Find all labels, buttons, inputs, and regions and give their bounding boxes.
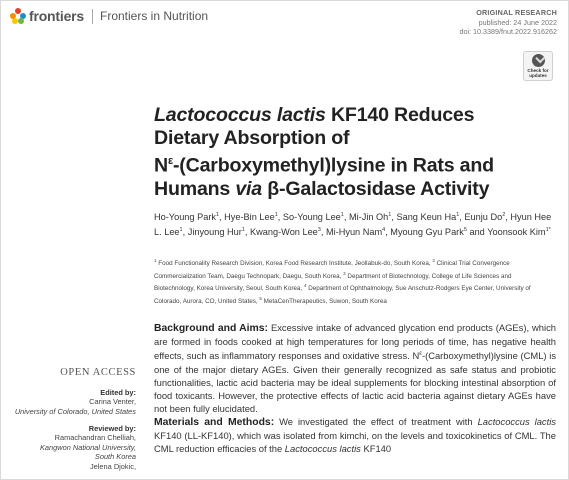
author-affiliation-marker: 3 [317,227,321,234]
author-name[interactable]: Mi-Jin Oh [348,212,389,223]
background-text-2: -(Carboxymethyl)lysine (CML) is one of the major dietary AGEs. Given their generally recognized as safe status and probiotic functionalities, lactic acid bacteria may be ideal supplements for blocking intestinal absorption of food toxicants. However, the protective effects of lactic acid bacteria against dietary AGEs have not been fully elucidated. [154,350,557,415]
edited-by-label: Edited by: [100,388,136,397]
title-line2: Dietary Absorption of [154,127,350,149]
author-affiliation-marker: 4 [382,227,386,234]
affiliation-marker: 2 [432,258,435,263]
abstract-background [154,321,556,416]
reviewed-by-block [40,424,136,471]
affiliation-text: Department of Ophthalmology, Sue Anschutz-Rodgers Eye Center, University of Colorado, Aurora, CO, United States, [154,285,531,306]
abstract-methods [154,415,556,456]
author-name[interactable]: Sang Keun Ha [396,212,457,223]
background-heading: Background and Aims: [154,323,269,334]
author-name[interactable]: Jinyoung Hur [187,227,242,238]
doi[interactable]: doi: 10.3389/fnut.2022.916262 [459,27,557,37]
editor-name[interactable]: Carina Venter, [89,397,136,407]
title-line4: β-Galactosidase Activity [262,177,490,200]
article-meta [459,8,557,37]
edited-by-block [15,388,136,416]
article-type: ORIGINAL RESEARCH [476,8,557,17]
check-for-updates-button[interactable] [523,51,553,81]
methods-heading: Materials and Methods: [154,417,275,428]
frontiers-logo-icon [10,8,26,24]
methods-species: Lactococcus lactis [477,416,556,427]
reviewer-affiliation-country: South Korea [94,452,136,462]
author-name[interactable]: Yoonsook Kim [487,227,546,238]
affiliations [154,256,554,307]
article-title [154,104,554,201]
affiliation-marker: 3 [343,270,346,276]
author-name[interactable]: Kwang-Won Lee [250,227,318,238]
background-sup: ε [419,351,422,358]
check-updates-icon [532,54,545,67]
affiliation-marker: 5 [259,296,262,302]
reviewer-name[interactable]: Ramachandran Chelliah, [54,433,136,443]
title-via: via [235,177,262,200]
title-line3-sup: ε [167,155,173,167]
background-text-1: Excessive intake of advanced glycation end products (AGEs), which are formed in foods cooked at high temperatures for long periods of time, has negative health effects, such as inflammatory responses and oxidative stress. N [154,322,556,362]
open-access-label: OPEN ACCESS [60,367,136,378]
author-affiliation-marker: 1 [340,212,344,218]
author-affiliation-marker: 1 [215,212,220,218]
author-affiliation-marker: 1 [456,212,460,218]
affiliation-text: Clinical Trial Convergence Commercialization Team, Daegu Technopark, Daegu, South Korea, [154,260,510,280]
affiliation-text: Department of Biotechnology, College of Life Sciences and Biotechnology, Korea University, Seoul, South Korea, [154,272,512,293]
title-species: Lactococcus lactis [154,104,326,126]
header-divider [92,9,93,24]
publisher-header [10,8,208,24]
check-updates-label: Check for updates [527,68,549,78]
author-list: Ho-Young Park$^1$, Hye-Bin Lee$^1$, So-Young Lee$^1$, Mi-Jin Oh$^1$, Sang Keun Ha$^1$, Eunju Do$^2$, Hyun Hee L. Lee$^1$, Jinyoung Hur$^1$, Kwang-Won Lee$^3$, Mi-Hyun Nam$^4$, Myoung Gyu Park$^5$ and Yoonsook Kim$^{1*}$ [154,212,552,238]
methods-text-3: KF140 [360,443,392,455]
author-affiliation-marker: 1 [241,227,245,234]
title-line3-pre: N [154,154,168,177]
author-name[interactable]: Myoung Gyu Park [390,227,464,238]
reviewer-name[interactable]: Jelena Djokic, [89,461,136,471]
methods-text-2: KF140 (LL-KF140), which was isolated from kimchi, on the levels and toxicokinetics of CML. The CML reduction efficacies of the [154,430,556,455]
methods-text-1: We investigated the effect of treatment with [274,416,478,427]
author-affiliation-marker: 1 [388,212,392,218]
affiliation-text: Food Functionality Research Division, Korea Food Research Institute, Jeollabuk-do, South Korea, [156,260,433,268]
author-name[interactable]: Mi-Hyun Nam [325,227,383,238]
author-affiliation-marker: 1 [179,227,183,234]
author-name[interactable]: Eunju Do [464,212,503,223]
publisher-name[interactable]: frontiers [29,8,84,24]
author-affiliation-marker: 1* [545,227,551,234]
affiliation-marker: 1 [154,258,157,263]
reviewed-by-label: Reviewed by: [88,424,136,433]
author-name[interactable]: So-Young Lee [282,212,341,223]
author-name[interactable]: Hyun Hee L. Lee [154,212,552,238]
author-affiliation-marker: 1 [274,212,278,218]
title-line1: KF140 Reduces [325,104,475,126]
reviewer-affiliation: Kangwon National University, [40,442,136,452]
title-line4-pre: Humans [154,177,236,200]
affiliation-text: MetaCenTherapeutics, Suwon, South Korea [261,298,387,306]
journal-name[interactable]: Frontiers in Nutrition [100,9,209,23]
title-line3: -(Carboxymethyl)lysine in Rats and [172,154,494,177]
author-name[interactable]: Ho-Young Park [154,212,216,223]
author-name[interactable]: Hye-Bin Lee [224,212,275,223]
editor-affiliation: University of Colorado, United States [14,406,136,416]
author-affiliation-marker: 2 [502,212,506,218]
author-affiliation-marker: 5 [463,227,467,234]
methods-species-2: Lactococcus lactis [284,443,361,455]
affiliation-marker: 4 [303,283,307,289]
published-date: published: 24 June 2022 [478,17,557,27]
